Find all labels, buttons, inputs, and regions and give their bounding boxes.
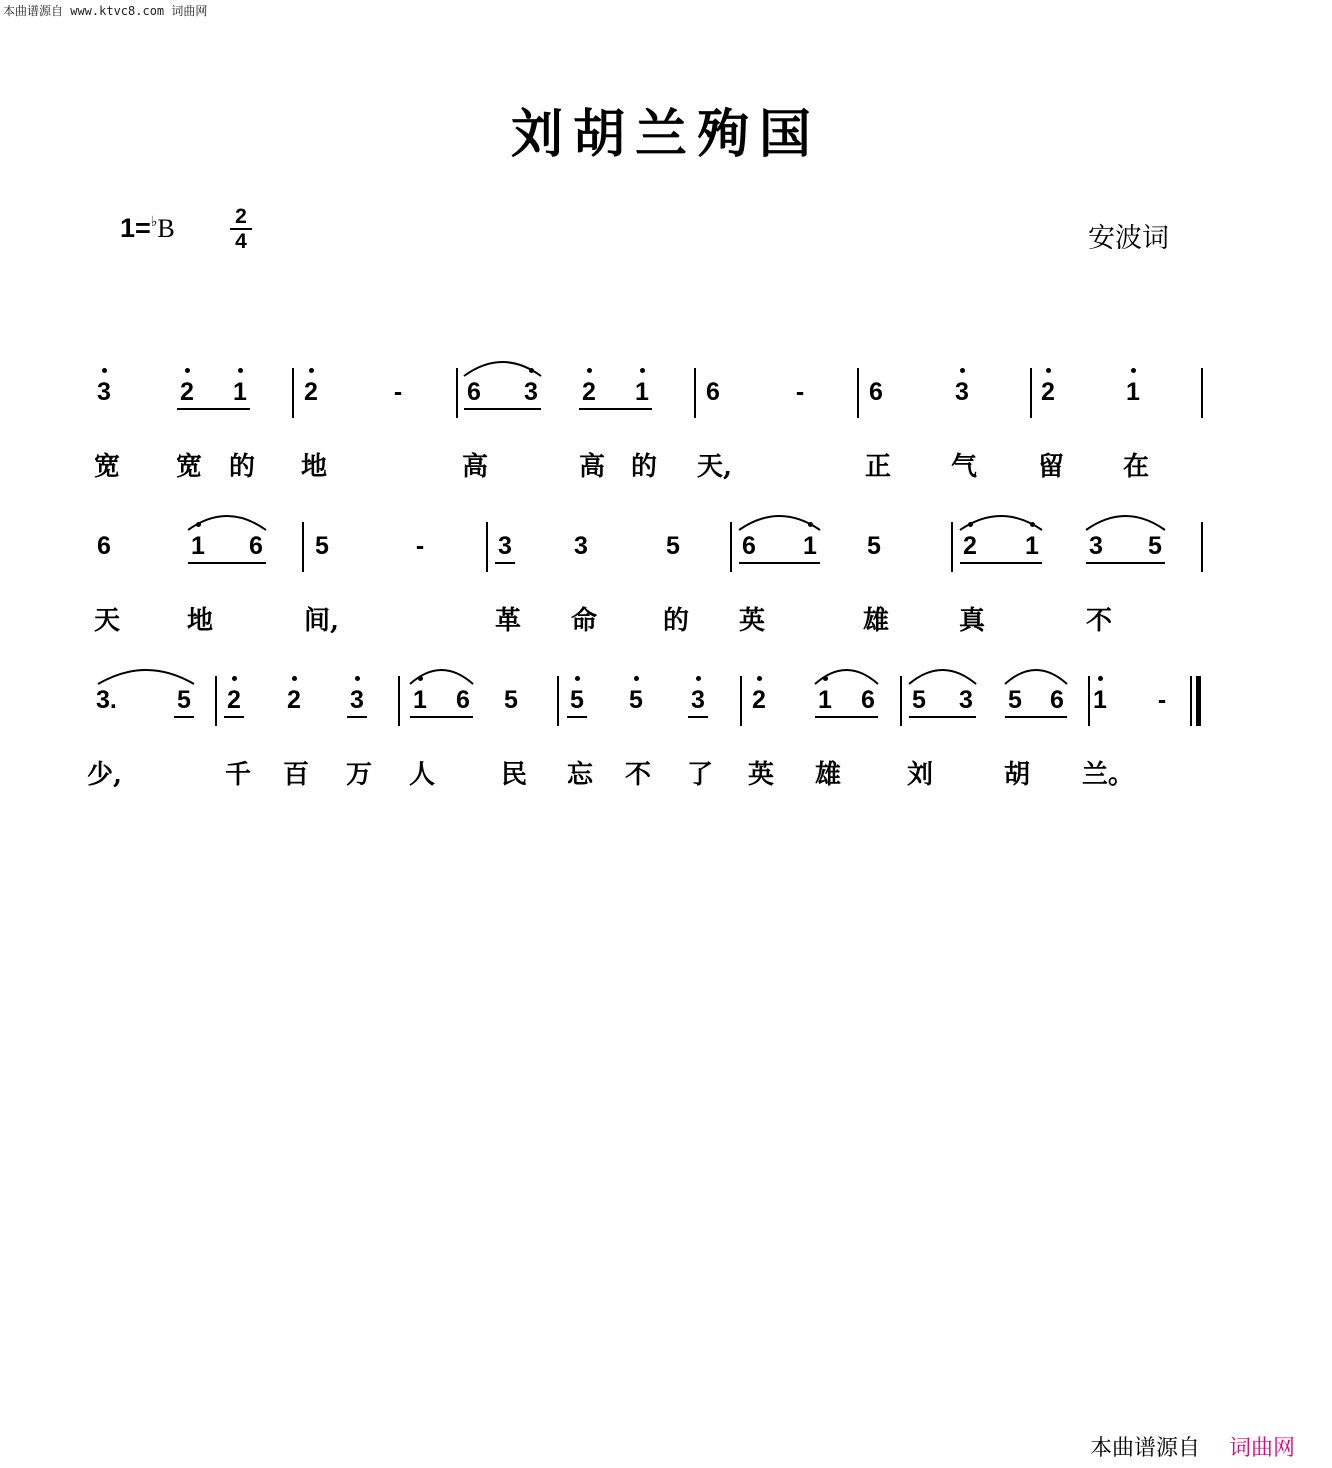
lyric-char: 间, [304,606,340,636]
high-octave-dot [968,522,973,527]
note: - [415,532,425,560]
high-octave-dot [185,368,190,373]
eighth-note-underline [410,716,473,718]
slur [909,670,976,684]
note: 2 [287,686,301,714]
barline [292,368,294,418]
key-note: B [157,214,175,243]
eighth-note-underline [739,562,820,564]
note: 5 [1008,686,1022,714]
lyric-char: 雄 [814,760,841,790]
note: 6 [456,686,470,714]
note: 6 [97,532,111,560]
barline [557,676,559,726]
note: 5 [666,532,680,560]
flat-symbol: ♭ [150,213,158,229]
note: 5 [315,532,329,560]
lyric-char: 留 [1037,452,1064,482]
note: 6 [869,378,883,406]
eighth-note-underline [1086,562,1165,564]
note: 5 [867,532,881,560]
note: 2 [227,686,241,714]
eighth-note-underline [177,408,250,410]
high-octave-dot [232,676,237,681]
high-octave-dot [634,676,639,681]
note: 2 [304,378,318,406]
note: 1 [191,532,205,560]
note: 2 [180,378,194,406]
eighth-note-underline [909,716,976,718]
key-prefix: 1= [120,213,151,243]
high-octave-dot [808,522,813,527]
lyric-char: 地 [186,606,213,636]
lyric-char: 真 [958,606,985,636]
barline [951,522,953,572]
note: - [795,378,805,406]
lyric-char: 地 [300,452,327,482]
final-barline [1196,676,1201,726]
barline [1088,676,1090,726]
note: 6 [1050,686,1064,714]
note: 6 [467,378,481,406]
lyric-char: 在 [1122,452,1149,482]
lyric-char: 英 [738,606,765,636]
note: 6 [742,532,756,560]
high-octave-dot [823,676,828,681]
lyric-char: 万 [345,760,372,790]
high-octave-dot [1046,368,1051,373]
note: 3 [959,686,973,714]
barline [486,522,488,572]
note: 1 [233,378,247,406]
note: 3 [574,532,588,560]
lyric-char: 宽 [175,452,202,482]
note: 6 [706,378,720,406]
barline [398,676,400,726]
time-signature-top: 2 [235,205,247,228]
footer-site-label: 词曲网 [1229,1436,1296,1461]
time-signature-bottom: 4 [235,230,247,253]
barline [857,368,859,418]
lyric-char: 百 [282,760,309,790]
note: 3 [97,378,111,406]
high-octave-dot [757,676,762,681]
eighth-note-underline [224,716,244,718]
eighth-note-underline [815,716,878,718]
note: 2 [582,378,596,406]
lyric-char: 的 [662,606,689,636]
note: - [1157,686,1167,714]
slur [98,670,194,684]
high-octave-dot [196,522,201,527]
eighth-note-underline [579,408,652,410]
note: 5 [570,686,584,714]
eighth-note-underline [960,562,1042,564]
note: 5 [629,686,643,714]
high-octave-dot [1030,522,1035,527]
lyric-char: 正 [864,452,891,482]
note: 3 [524,378,538,406]
high-octave-dot [1131,368,1136,373]
high-octave-dot [960,368,965,373]
lyric-char: 胡 [1003,760,1030,790]
lyric-char: 少, [87,760,123,790]
barline [1201,368,1203,418]
note: 2 [752,686,766,714]
high-octave-dot [238,368,243,373]
lyric-char: 刘 [906,760,933,790]
note: 1 [803,532,817,560]
lyric-char: 天 [93,606,120,636]
barline [900,676,902,726]
note: 3 [691,686,705,714]
high-octave-dot [309,368,314,373]
lyric-char: 不 [1085,606,1112,636]
lyric-char: 千 [224,760,251,790]
eighth-note-underline [495,562,515,564]
lyric-char: 雄 [862,606,889,636]
lyric-char: 命 [570,606,597,636]
lyric-char: 气 [950,452,977,482]
lyric-char: 忘 [566,760,593,790]
high-octave-dot [355,676,360,681]
lyric-char: 高 [578,452,605,482]
high-octave-dot [587,368,592,373]
note: 3. [96,686,117,714]
note: 5 [1148,532,1162,560]
lyric-char: 兰。 [1082,760,1135,790]
header-watermark: 本曲谱源自 www.ktvc8.com 词曲网 [3,4,208,18]
note: 2 [963,532,977,560]
note: 5 [177,686,191,714]
high-octave-dot [1098,676,1103,681]
lyric-char: 的 [228,452,255,482]
barline [694,368,696,418]
note: 5 [504,686,518,714]
barline [740,676,742,726]
note: 1 [1093,686,1107,714]
note: 1 [818,686,832,714]
time-signature [230,206,252,252]
barline [215,676,217,726]
slur [1005,670,1067,684]
page-title: 刘胡兰殉国 [510,105,821,165]
high-octave-dot [529,368,534,373]
high-octave-dot [640,368,645,373]
eighth-note-underline [347,716,367,718]
lyric-char: 了 [686,760,713,790]
note: 6 [249,532,263,560]
note: 1 [1126,378,1140,406]
note: - [393,378,403,406]
lyric-char: 天, [697,452,733,482]
eighth-note-underline [188,562,266,564]
eighth-note-underline [567,716,587,718]
note: 1 [413,686,427,714]
barline [1201,522,1203,572]
lyric-char: 的 [630,452,657,482]
note: 6 [861,686,875,714]
lyric-char: 革 [494,606,521,636]
slur [1086,516,1165,530]
footer-source-label: 本曲谱源自 [1090,1436,1201,1461]
key-signature [120,213,175,244]
note: 1 [1025,532,1039,560]
note: 5 [912,686,926,714]
eighth-note-underline [464,408,541,410]
high-octave-dot [696,676,701,681]
lyric-char: 人 [408,760,435,790]
high-octave-dot [102,368,107,373]
lyric-char: 宽 [93,452,120,482]
high-octave-dot [292,676,297,681]
note: 3 [350,686,364,714]
barline [302,522,304,572]
barline [730,522,732,572]
barline [456,368,458,418]
barline [1030,368,1032,418]
lyric-char: 高 [461,452,488,482]
high-octave-dot [418,676,423,681]
note: 2 [1041,378,1055,406]
note: 3 [1089,532,1103,560]
high-octave-dot [575,676,580,681]
eighth-note-underline [1005,716,1067,718]
note: 1 [635,378,649,406]
lyric-char: 不 [624,760,651,790]
note: 3 [498,532,512,560]
lyric-char: 英 [747,760,774,790]
barline [1190,676,1192,726]
lyricist-credit: 安波词 [1088,223,1169,254]
note: 3 [955,378,969,406]
eighth-note-underline [688,716,708,718]
lyric-char: 民 [500,760,527,790]
eighth-note-underline [174,716,194,718]
